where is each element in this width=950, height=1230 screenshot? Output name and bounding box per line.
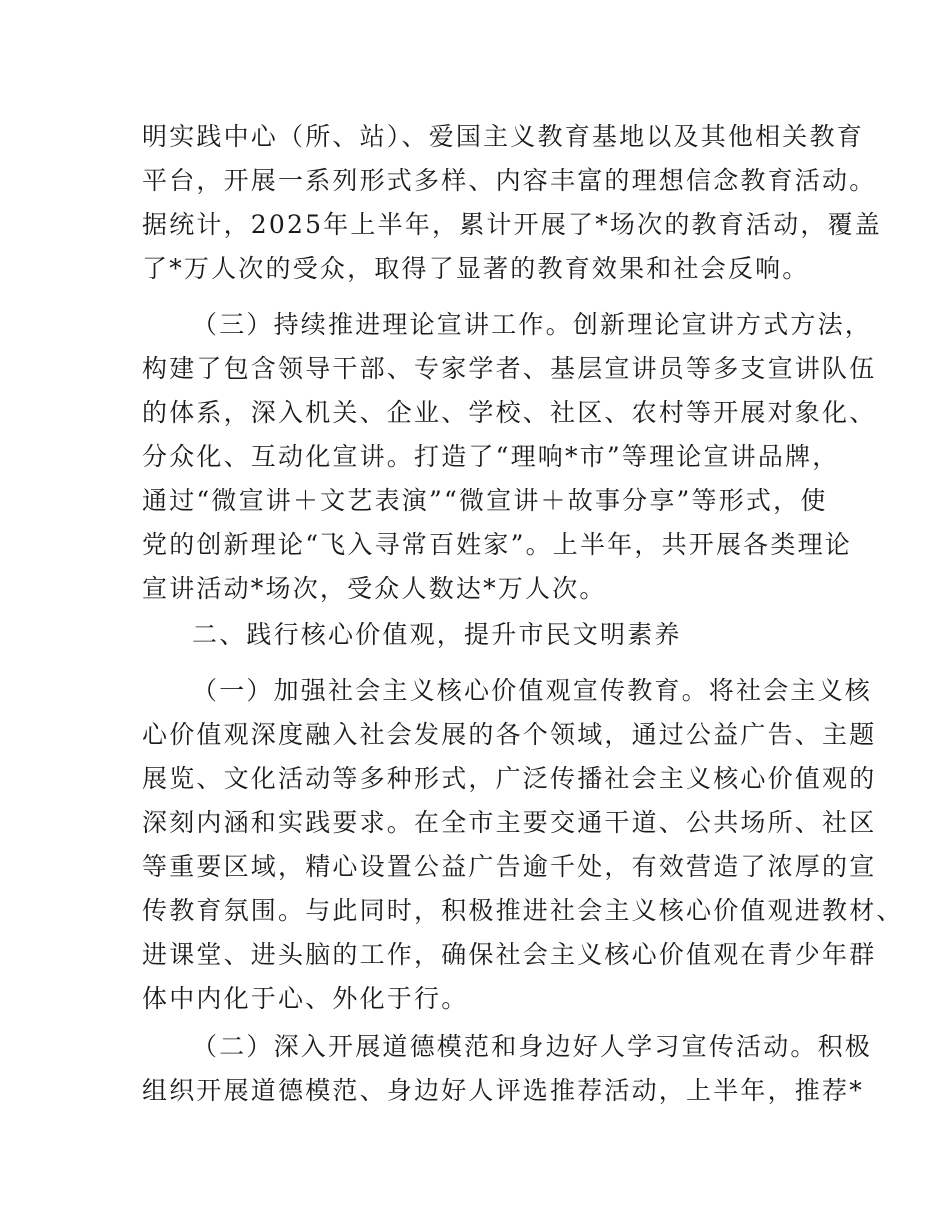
paragraph-line: 党的创新理论“飞入寻常百姓家”。上半年，共开展各类理论 <box>142 530 852 559</box>
paragraph-line: 展览、文化活动等多种形式，广泛传播社会主义核心价值观的 <box>142 764 877 793</box>
paragraph-line: （一）加强社会主义核心价值观宣传教育。将社会主义核 <box>192 676 873 705</box>
paragraph-line: （三）持续推进理论宣讲工作。创新理论宣讲方式方法， <box>192 310 873 339</box>
paragraph-line: 明实践中心（所、站）、爱国主义教育基地以及其他相关教育 <box>142 122 864 151</box>
paragraph-line: 心价值观深度融入社会发展的各个领域，通过公益广告、主题 <box>142 720 877 749</box>
paragraph-line: 等重要区域，精心设置公益广告逾千处，有效营造了浓厚的宣 <box>142 852 877 881</box>
paragraph-line: 据统计，2025年上半年，累计开展了*场次的教育活动，覆盖 <box>142 210 882 239</box>
paragraph-line: 传教育氛围。与此同时，积极推进社会主义核心价值观进教材、 <box>142 896 904 925</box>
paragraph-line: 分众化、互动化宣讲。打造了“理响*市”等理论宣讲品牌， <box>142 442 840 471</box>
paragraph-line: 深刻内涵和实践要求。在全市主要交通干道、公共场所、社区 <box>142 808 877 837</box>
paragraph-line: 了*万人次的受众，取得了显著的教育效果和社会反响。 <box>142 254 810 283</box>
paragraph-line: （二）深入开展道德模范和身边好人学习宣传活动。积极 <box>192 1032 873 1061</box>
paragraph-line: 通过“微宣讲＋文艺表演”“微宣讲＋故事分享”等形式，使 <box>142 486 828 515</box>
paragraph-line: 构建了包含领导干部、专家学者、基层宣讲员等多支宣讲队伍 <box>142 354 877 383</box>
paragraph-line: 组织开展道德模范、身边好人评选推荐活动，上半年，推荐* <box>142 1076 864 1105</box>
paragraph-line: 体中内化于心、外化于行。 <box>142 984 469 1013</box>
paragraph-line: 的体系，深入机关、企业、学校、社区、农村等开展对象化、 <box>142 398 877 427</box>
section-heading: 二、践行核心价值观，提升市民文明素养 <box>192 620 682 649</box>
paragraph-line: 进课堂、进头脑的工作，确保社会主义核心价值观在青少年群 <box>142 940 877 969</box>
paragraph-line: 宣讲活动*场次，受众人数达*万人次。 <box>142 574 607 603</box>
paragraph-line: 平台，开展一系列形式多样、内容丰富的理想信念教育活动。 <box>142 166 877 195</box>
